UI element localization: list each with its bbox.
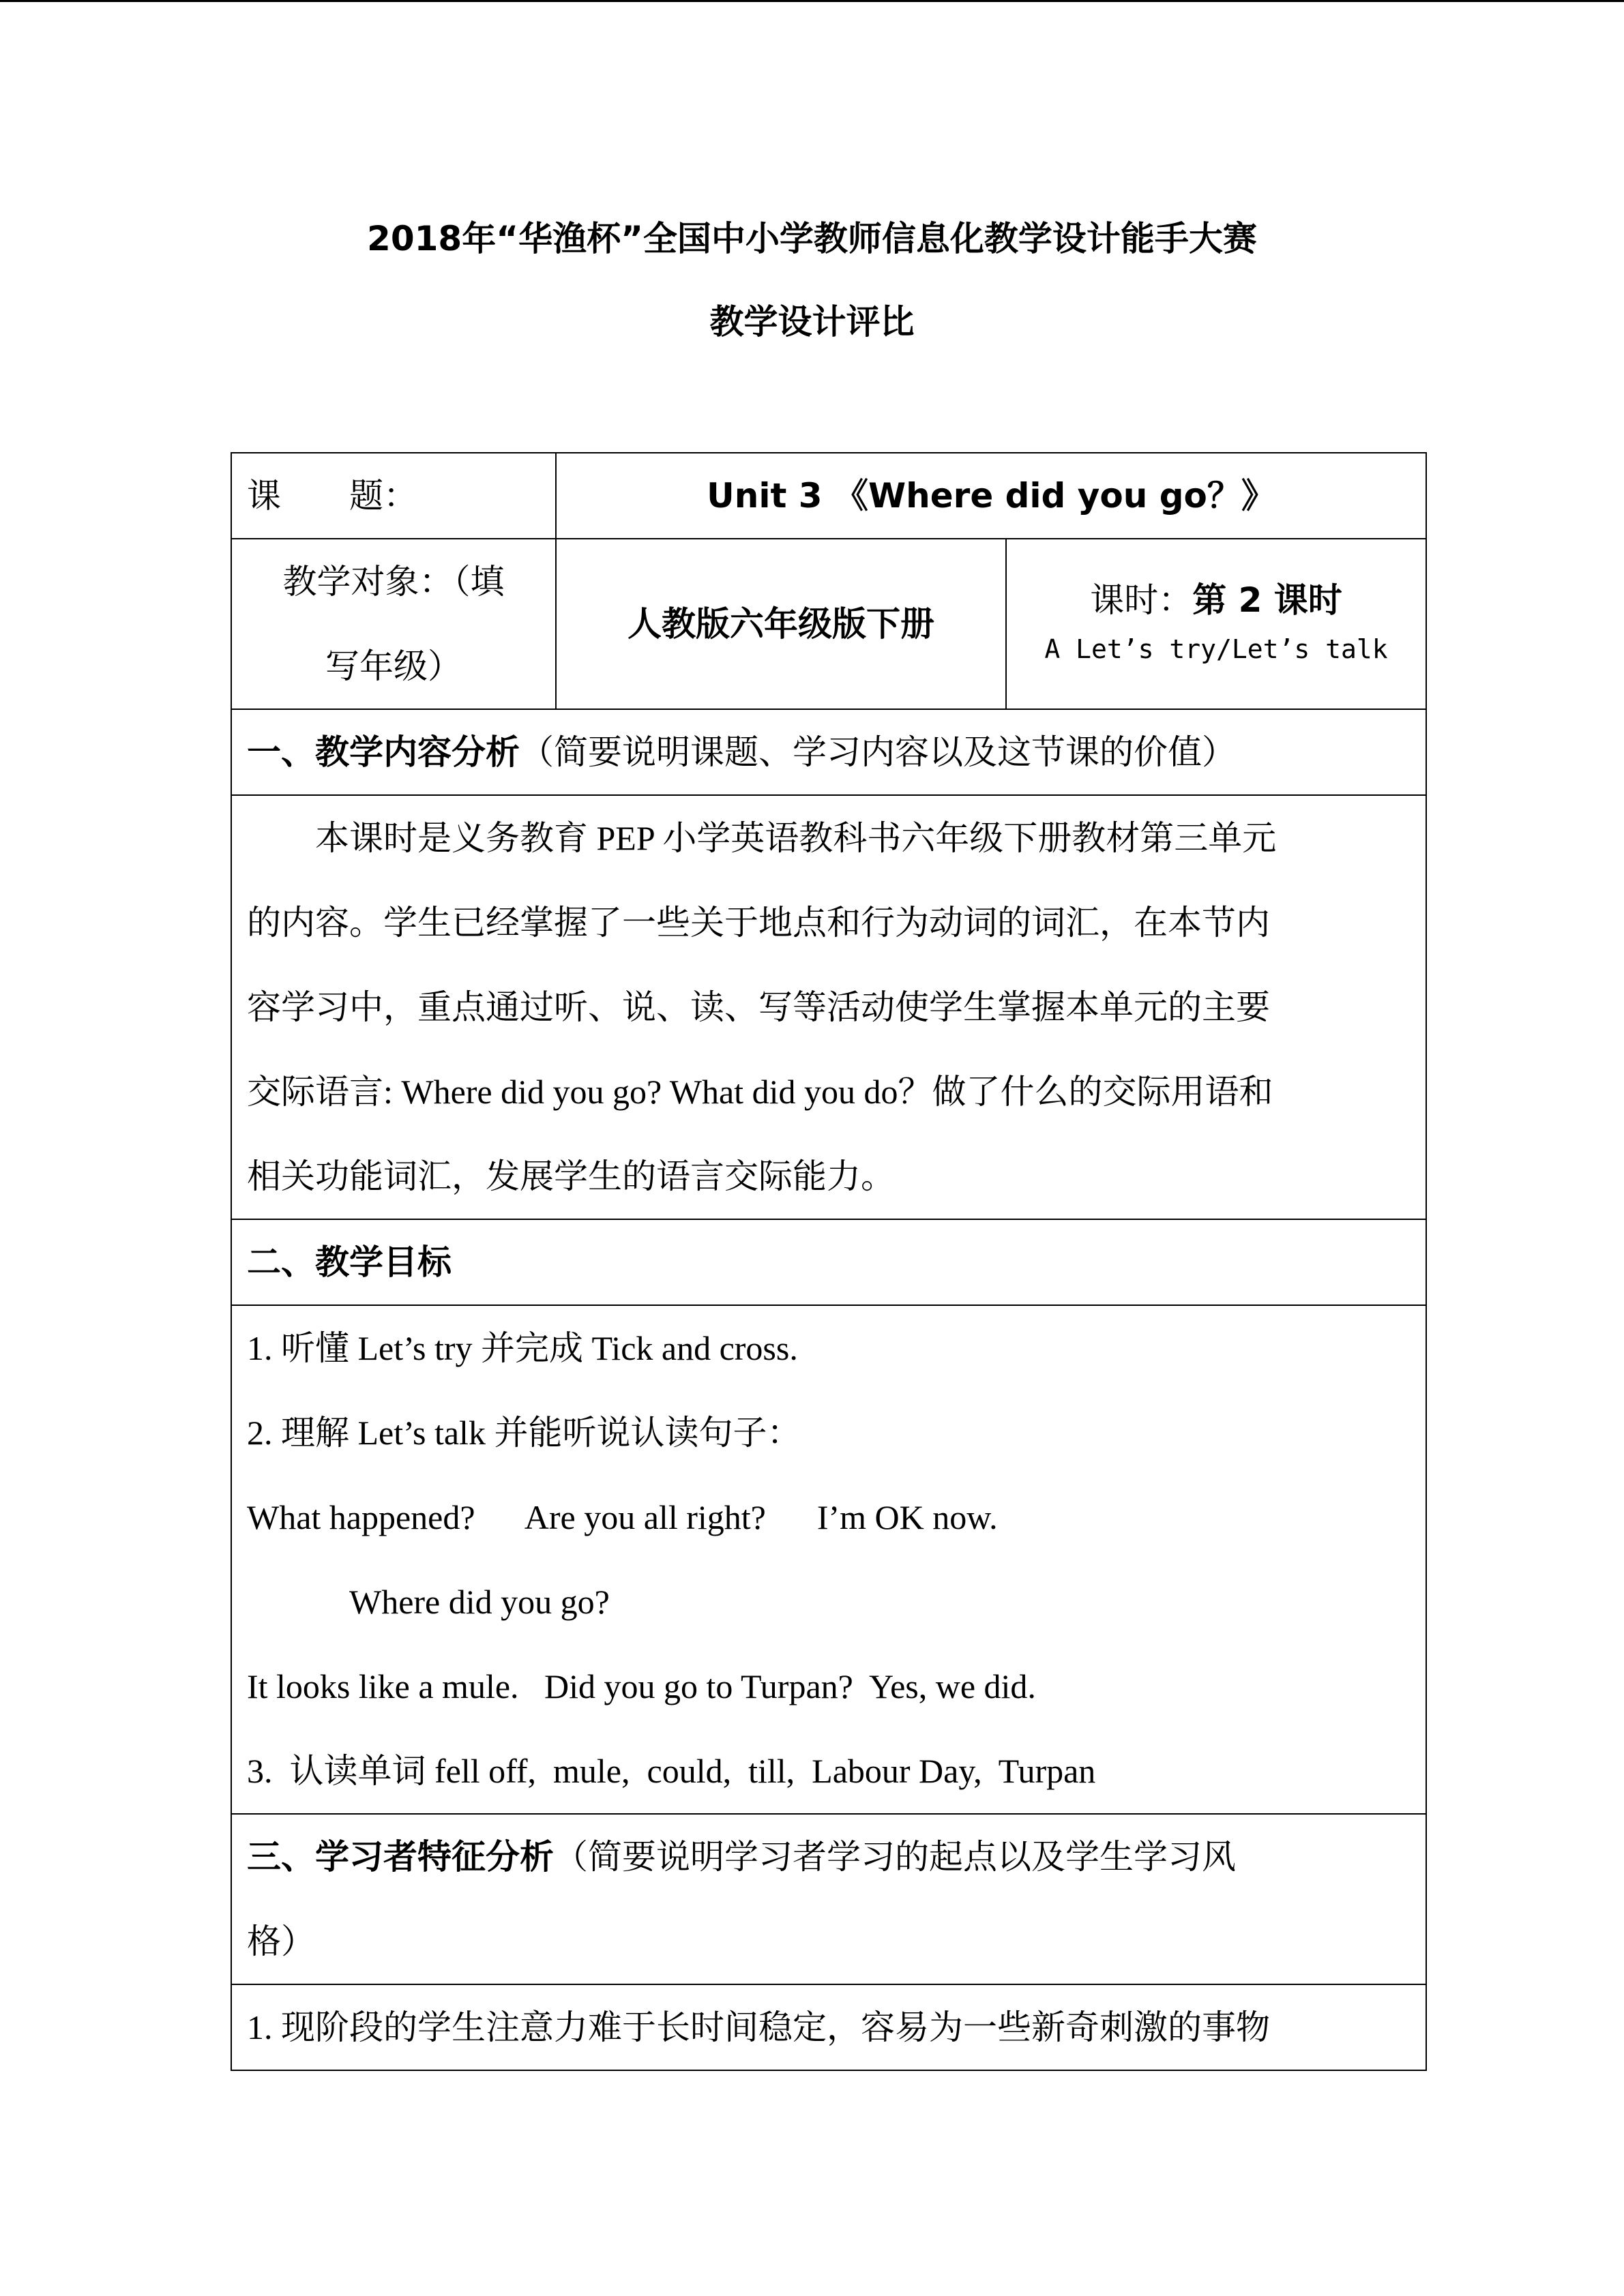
learners-note-line2: 格） [247, 1922, 315, 1960]
content-heading: 一、教学内容分析 [247, 732, 520, 772]
lesson-design-form [231, 452, 1427, 2071]
objective-line-2: 2. 理解 Let’s talk 并能听说认读句子： [247, 1414, 801, 1452]
objective-line-5: It looks like a mule. Did you go to Turpan? Yes, we did. [247, 1667, 1036, 1705]
audience-value-cell [556, 539, 1006, 709]
objectives-body-row [231, 1305, 1426, 1814]
lesson-cell [1006, 539, 1426, 709]
content-heading-cell [231, 709, 1426, 795]
content-body-cell [231, 795, 1426, 1219]
audience-row [231, 539, 1426, 709]
lesson-value: 第 2 课时 [1192, 580, 1342, 620]
objective-line-4: Where did you go? [349, 1583, 610, 1621]
lesson-prefix: 课时： [1090, 581, 1193, 619]
page-top-border [0, 0, 1624, 2]
objective-line-6: 3. 认读单词 fell off, mule, could, till, Labour Day, Turpan [247, 1752, 1096, 1790]
content-body-row [231, 795, 1426, 1219]
learners-line-1: 1. 现阶段的学生注意力难于长时间稳定，容易为一些新奇刺激的事物 [247, 2008, 1270, 2046]
audience-label-line2: 写年级） [325, 647, 462, 685]
content-line-4: 交际语言: Where did you go? What did you do？做了什么的交际用语和 [247, 1073, 1273, 1111]
lesson-subtitle: A Let’s try/Let’s talk [1044, 634, 1388, 664]
content-note: （简要说明课题、学习内容以及这节课的价值） [520, 733, 1236, 771]
content-line-3: 容学习中，重点通过听、说、读、写等活动使学生掌握本单元的主要 [247, 988, 1270, 1026]
topic-value: Unit 3 《Where did you go？》 [707, 476, 1275, 516]
lesson-period [1022, 565, 1411, 629]
topic-value-cell [556, 453, 1426, 539]
audience-value: 人教版六年级版下册 [628, 604, 934, 644]
content-line-5: 相关功能词汇，发展学生的语言交际能力。 [247, 1157, 895, 1195]
content-line-1: 本课时是义务教育 PEP 小学英语教科书六年级下册教材第三单元 [315, 819, 1277, 857]
learners-heading-row [231, 1814, 1426, 1984]
objective-line-3: What happened? Are you all right? I’m OK now. [247, 1498, 998, 1536]
page-title: 2018年“华渔杯”全国中小学教师信息化教学设计能手大赛 [367, 219, 1257, 258]
topic-label: 课 题： [247, 477, 417, 515]
audience-label-cell [231, 539, 556, 709]
learners-heading: 三、学习者特征分析 [247, 1837, 554, 1877]
audience-label-line1: 教学对象：（填 [282, 563, 505, 601]
objectives-heading-row [231, 1219, 1426, 1305]
learners-heading-cell [231, 1814, 1426, 1984]
content-line-2: 的内容。学生已经掌握了一些关于地点和行为动词的词汇，在本节内 [247, 904, 1270, 942]
content-heading-row [231, 709, 1426, 795]
objectives-body-cell [231, 1305, 1426, 1814]
page-subtitle: 教学设计评比 [709, 302, 915, 342]
objectives-heading: 二、教学目标 [247, 1242, 452, 1282]
objectives-heading-cell [231, 1219, 1426, 1305]
objective-line-1: 1. 听懂 Let’s try 并完成 Tick and cross. [247, 1329, 798, 1367]
learners-body-row [231, 1984, 1426, 2070]
learners-note-line1: （简要说明学习者学习的起点以及学生学习风 [554, 1838, 1236, 1876]
topic-row [231, 453, 1426, 539]
learners-body-cell [231, 1984, 1426, 2070]
topic-label-cell [231, 453, 556, 539]
